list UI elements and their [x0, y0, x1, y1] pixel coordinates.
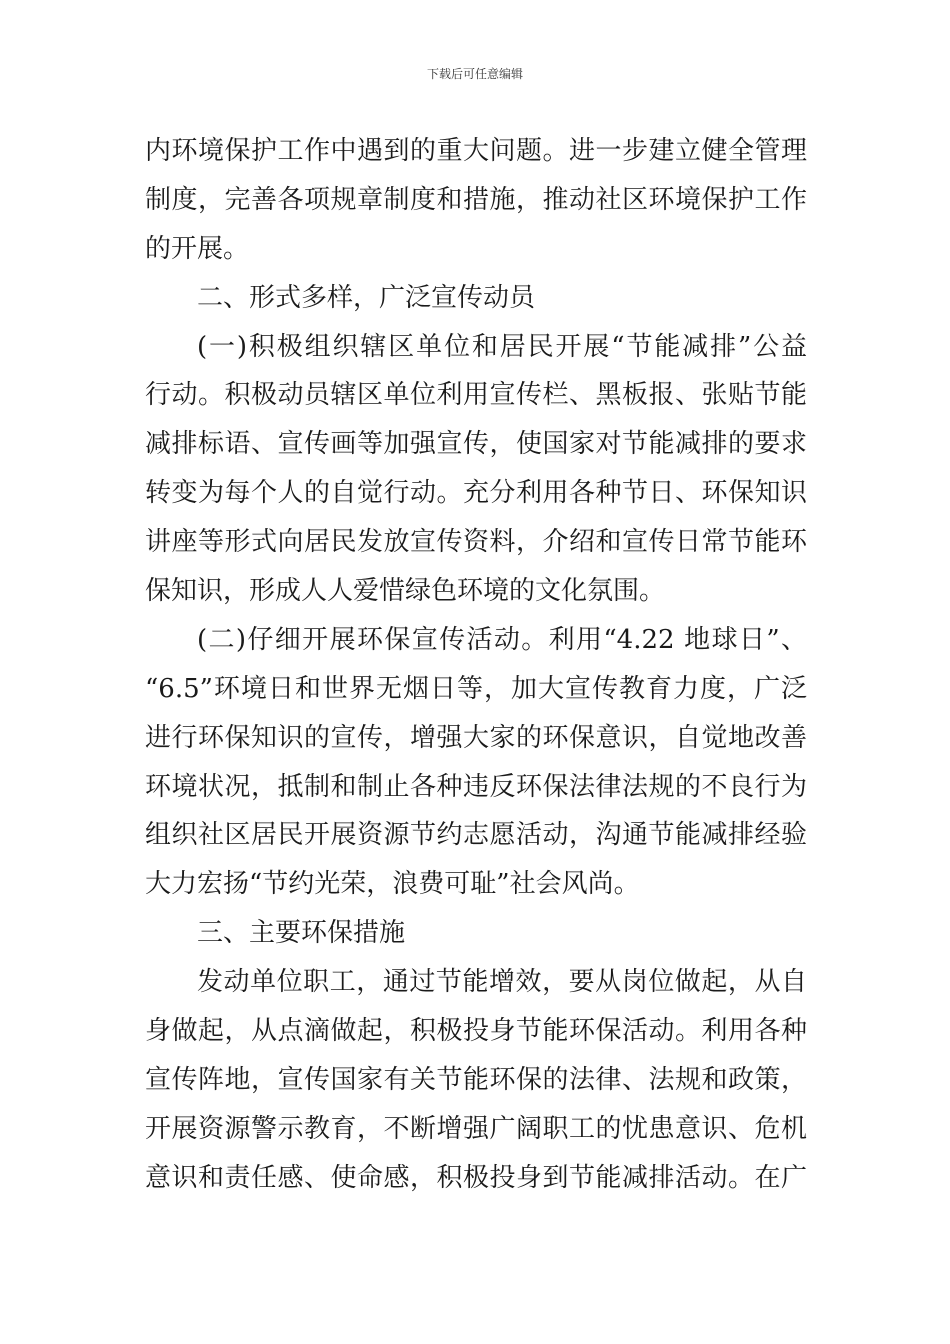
text-line: 内环境保护工作中遇到的重大问题。进一步建立健全管理 — [145, 136, 807, 166]
text-line: 讲座等形式向居民发放宣传资料，介绍和宣传日常节能环 — [145, 527, 807, 558]
text-line: 身做起，从点滴做起，积极投身节能环保活动。利用各种 — [145, 1016, 807, 1047]
text-line: 开展资源警示教育，不断增强广阔职工的忧患意识、危机 — [145, 1113, 807, 1144]
text-line: 宣传阵地，宣传国家有关节能环保的法律、法规和政策， — [145, 1064, 807, 1095]
text-line: 二、形式多样，广泛宣传动员 — [197, 282, 536, 313]
page-header: 下载后可任意编辑 — [426, 67, 523, 81]
text-line: 行动。积极动员辖区单位利用宣传栏、黑板报、张贴节能 — [145, 380, 807, 411]
text-line: (一)积极组织辖区单位和居民开展“节能减排”公益 — [197, 331, 807, 362]
text-line: 环境状况，抵制和制止各种违反环保法律法规的不良行为 — [145, 771, 807, 802]
text-line: 三、主要环保措施 — [197, 918, 406, 949]
document-body — [145, 127, 807, 1203]
text-line: 减排标语、宣传画等加强宣传，使国家对节能减排的要求 — [145, 429, 807, 460]
text-line: “6.5”环境日和世界无烟日等，加大宣传教育力度，广泛 — [145, 673, 807, 704]
text-line: 组织社区居民开展资源节约志愿活动，沟通节能减排经验 — [145, 820, 807, 851]
text-line: 进行环保知识的宣传，增强大家的环保意识，自觉地改善 — [145, 722, 807, 753]
text-line: (二)仔细开展环保宣传活动。利用“4.22 地球日”、 — [197, 624, 807, 655]
text-line: 意识和责任感、使命感，积极投身到节能减排活动。在广 — [145, 1162, 807, 1193]
text-line: 保知识，形成人人爱惜绿色环境的文化氛围。 — [145, 576, 666, 607]
text-line: 转变为每个人的自觉行动。充分利用各种节日、环保知识 — [145, 478, 807, 509]
text-line: 制度，完善各项规章制度和措施，推动社区环境保护工作 — [145, 184, 807, 215]
text-line: 发动单位职工，通过节能增效，要从岗位做起，从自 — [197, 967, 807, 998]
text-line: 大力宏扬“节约光荣，浪费可耻”社会风尚。 — [145, 869, 640, 900]
text-line: 的开展。 — [145, 233, 250, 264]
